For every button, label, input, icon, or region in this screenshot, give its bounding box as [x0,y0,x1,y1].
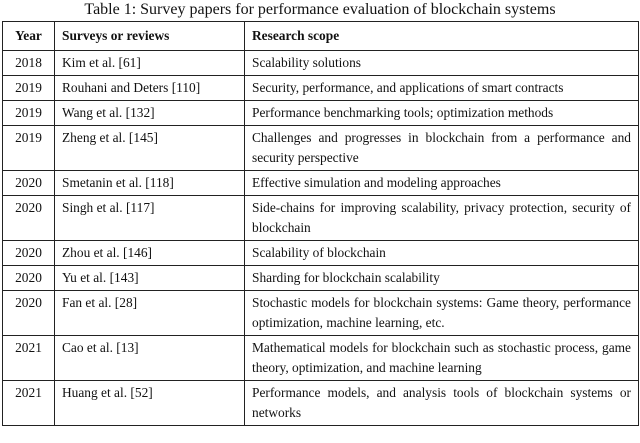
cell-year: 2019 [3,101,55,126]
header-surveys: Surveys or reviews [55,22,245,51]
cell-scope: Scalability solutions [245,51,639,76]
table-row [3,241,639,266]
cell-paper: Rouhani and Deters [110] [55,76,245,101]
cell-paper: Kim et al. [61] [55,51,245,76]
cell-year: 2021 [3,336,55,381]
cell-paper: Zheng et al. [145] [55,126,245,171]
cell-paper: Fan et al. [28] [55,291,245,336]
cell-paper: Smetanin et al. [118] [55,171,245,196]
cell-year: 2020 [3,291,55,336]
table-row [3,126,639,171]
table-row [3,266,639,291]
cell-scope: Performance benchmarking tools; optimization methods [245,101,639,126]
cell-paper: Singh et al. [117] [55,196,245,241]
cell-year: 2020 [3,241,55,266]
cell-paper: Zhou et al. [146] [55,241,245,266]
table-header-row [3,22,639,51]
cell-scope: Performance models, and analysis tools of blockchain systems or networks [245,381,639,426]
cell-paper: Huang et al. [52] [55,381,245,426]
cell-scope: Challenges and progresses in blockchain from a performance and security perspective [245,126,639,171]
cell-paper: Cao et al. [13] [55,336,245,381]
survey-table [2,21,639,426]
table-row [3,336,639,381]
table-row [3,76,639,101]
cell-scope: Side-chains for improving scalability, privacy protection, security of blockchain [245,196,639,241]
table-caption: Table 1: Survey papers for performance evaluation of blockchain systems [84,1,556,18]
table-row [3,101,639,126]
table-row [3,171,639,196]
cell-year: 2021 [3,381,55,426]
cell-year: 2019 [3,76,55,101]
cell-year: 2020 [3,266,55,291]
table-row [3,51,639,76]
cell-scope: Sharding for blockchain scalability [245,266,639,291]
cell-scope: Effective simulation and modeling approaches [245,171,639,196]
cell-year: 2020 [3,171,55,196]
table-body [3,51,639,426]
table-row [3,291,639,336]
cell-year: 2019 [3,126,55,171]
cell-scope: Scalability of blockchain [245,241,639,266]
table-row [3,196,639,241]
cell-year: 2018 [3,51,55,76]
header-year: Year [3,22,55,51]
cell-scope: Stochastic models for blockchain systems: Game theory, performance optimization, machine learning, etc. [245,291,639,336]
cell-year: 2020 [3,196,55,241]
header-research-scope: Research scope [245,22,639,51]
cell-paper: Yu et al. [143] [55,266,245,291]
table-row [3,381,639,426]
cell-scope: Mathematical models for blockchain such as stochastic process, game theory, optimization, and machine learning [245,336,639,381]
cell-scope: Security, performance, and applications of smart contracts [245,76,639,101]
cell-paper: Wang et al. [132] [55,101,245,126]
